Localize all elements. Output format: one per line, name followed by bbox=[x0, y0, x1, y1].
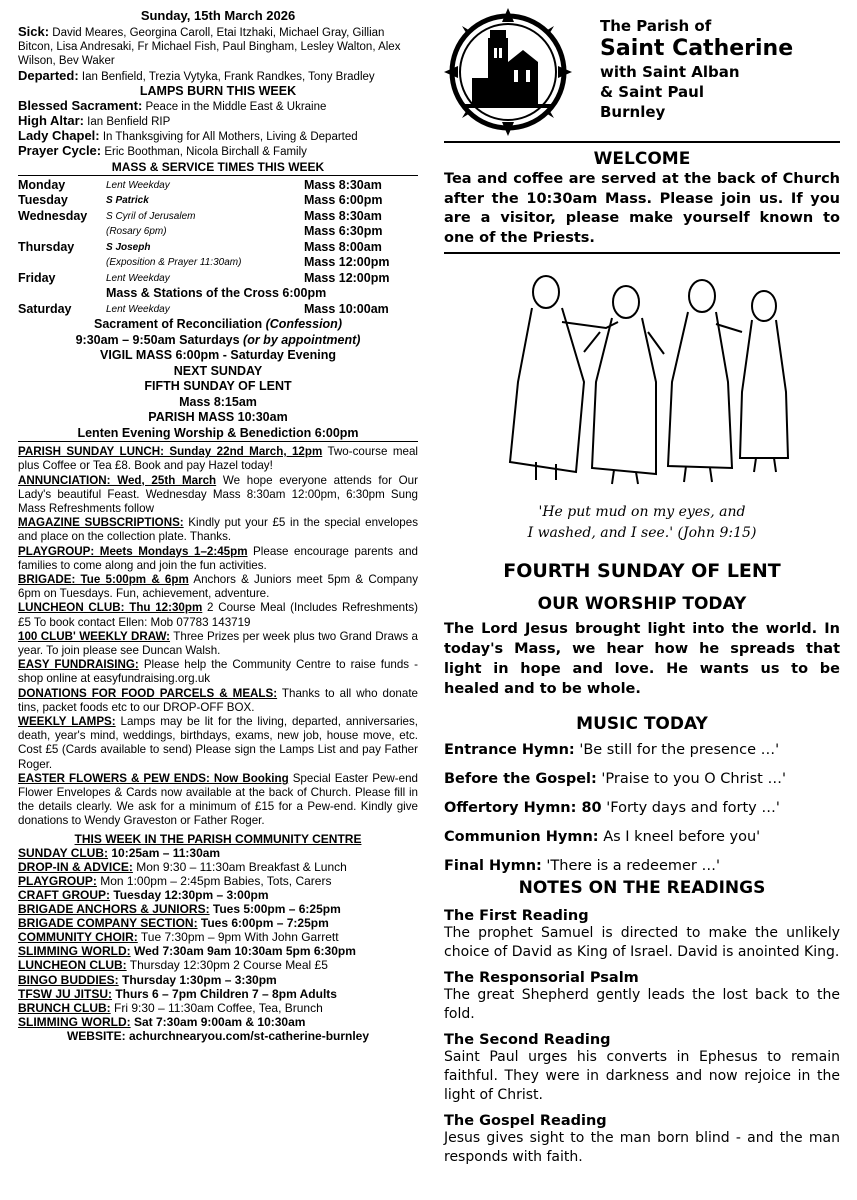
lamp-row: Prayer Cycle: Eric Boothman, Nicola Birchall & Family bbox=[18, 143, 307, 159]
jesus-healing-illustration bbox=[496, 262, 796, 490]
sunday-title: FOURTH SUNDAY OF LENT bbox=[503, 560, 781, 582]
departed-list: Departed: Ian Benfield, Trezia Vytyka, Frank Randkes, Tony Bradley bbox=[18, 67, 375, 83]
notice-item: PARISH SUNDAY LUNCH: Sunday 22nd March, 12pm Two-course meal plus Coffee or Tea £8. Book and pay Hazel today! bbox=[18, 445, 418, 473]
community-item: BRUNCH CLUB: Fri 9:30 – 11:30am Coffee, Tea, Brunch bbox=[18, 1000, 323, 1015]
mass-times-title: MASS & SERVICE TIMES THIS WEEK bbox=[18, 160, 418, 176]
notice-item: ANNUNCIATION: Wed, 25th March We hope everyone attends for Our Lady's beautiful Feast. Wednesday Mass 8:30am 12:00pm, 6:30pm Sung Mass Refreshments follow bbox=[18, 473, 418, 515]
schedule-row: Saturday Lent Weekday Mass 10:00am bbox=[18, 301, 389, 316]
schedule-row: Wednesday S Cyril of Jerusalem Mass 8:30am bbox=[18, 208, 382, 223]
community-centre bbox=[18, 832, 418, 1043]
notice-item: 100 CLUB' WEEKLY DRAW: Three Prizes per week plus two Grand Draws a year. To join please see Duncan Walsh. bbox=[18, 629, 419, 657]
music-section: MUSIC TODAY Entrance Hymn: 'Be still for the presence …' Before the Gospel: 'Praise to you O Christ …' Offertory Hymn: 80 'Forty days and forty …' Communion Hymn: As I kneel before you' Final Hymn: 'There is a redeemer …' bbox=[444, 712, 840, 887]
community-item: BRIGADE COMPANY SECTION: Tues 6:00pm – 7:25pm bbox=[18, 916, 329, 931]
reading-item: The First Reading The prophet Samuel is directed to make the unlikely choice of David as King of Israel. David is anointed King. bbox=[444, 908, 840, 960]
community-item: SLIMMING WORLD: Wed 7:30am 9am 10:30am 5pm 6:30pm bbox=[18, 944, 356, 959]
church-logo bbox=[444, 8, 572, 136]
bulletin-date: Sunday, 15th March 2026 bbox=[140, 8, 296, 23]
schedule-row: Friday Lent Weekday Mass 12:00pm bbox=[18, 270, 390, 285]
hymn-row: Before the Gospel: 'Praise to you O Christ …' bbox=[444, 771, 786, 787]
community-item: TFSW JU JITSU: Thurs 6 – 7pm Children 7 – 8pm Adults bbox=[18, 986, 337, 1001]
community-item: LUNCHEON CLUB: Thursday 12:30pm 2 Course Meal £5 bbox=[18, 958, 328, 973]
community-item: CRAFT GROUP: Tuesday 12:30pm – 3:00pm bbox=[18, 887, 269, 902]
community-item: COMMUNITY CHOIR: Tue 7:30pm – 9pm With John Garrett bbox=[18, 930, 339, 945]
hymn-row: Final Hymn: 'There is a redeemer …' bbox=[444, 858, 720, 874]
notice-item: EASY FUNDRAISING: Please help the Community Centre to raise funds - shop online at easyfundraising.org.uk bbox=[18, 658, 418, 686]
mass-schedule bbox=[18, 178, 418, 318]
church-logo-icon bbox=[444, 8, 572, 136]
notice-item: BRIGADE: Tue 5:00pm & 6pm Anchors & Juniors meet 5pm & Company 6pm on Tuesdays. Fun, achievement, adventure. bbox=[18, 572, 418, 601]
reading-item: The Second Reading Saint Paul urges his converts in Ephesus to remain faithful. They were in darkness and now rejoice in the light of Christ. bbox=[444, 1032, 840, 1103]
illustration-caption: 'He put mud on my eyes, and I washed, and I see.' (John 9:15) bbox=[527, 504, 757, 541]
community-item: BINGO BUDDIES: Thursday 1:30pm – 3:30pm bbox=[18, 972, 277, 987]
community-title: THIS WEEK IN THE PARISH COMMUNITY CENTRE bbox=[74, 831, 362, 846]
readings-section: NOTES ON THE READINGS The First Reading The prophet Samuel is directed to make the unlikely choice of David as King of Israel. David is anointed King. The Responsorial Psalm The great Shepherd gently leads the lost back to the fold. The Second Reading Saint Paul urges his converts in Ephesus to remain faithful. They were in darkness and now rejoice in the light of Christ. The Gospel Reading Jesus gives sight to the man born blind - and the man responds with faith. bbox=[444, 878, 840, 1165]
hymn-row: Offertory Hymn: 80 'Forty days and forty …' bbox=[444, 800, 780, 816]
schedule-row: (Rosary 6pm) Mass 6:30pm bbox=[106, 224, 383, 239]
schedule-row: Thursday S Joseph Mass 8:00am bbox=[18, 239, 382, 254]
hymn-row: Entrance Hymn: 'Be still for the presence …' bbox=[444, 742, 780, 758]
lamps-title: LAMPS BURN THIS WEEK bbox=[139, 83, 297, 98]
website-link[interactable]: WEBSITE: achurchnearyou.com/st-catherine-burnley bbox=[66, 1028, 370, 1043]
schedule-row: Monday Lent Weekday Mass 8:30am bbox=[18, 177, 382, 192]
notice-item: PLAYGROUP: Meets Mondays 1–2:45pm Please encourage parents and families to come along and join the fun activities. bbox=[18, 544, 418, 572]
sick-list: Sick: David Meares, Georgina Caroll, Etai Itzhaki, Michael Gray, Gillian Bitcon, Lisa Andresaki, Fr Michael Fish, Paul Bingham, Lesley Walton, Alex Wilson, Bev Waker bbox=[18, 24, 401, 68]
welcome-rule-top bbox=[444, 141, 840, 143]
reading-item: The Gospel Reading Jesus gives sight to the man born blind - and the man responds with faith. bbox=[444, 1113, 840, 1165]
notice-item: EASTER FLOWERS & PEW ENDS: Now Booking Special Easter Pew-end Flower Envelopes & Cards now available at the back of Church. Please fill in the details clearly. We ask for a minimum of £15 for a Pew-end. Kindly give donations to Wendy Graveston or Father Roger. bbox=[18, 771, 418, 828]
hymn-row: Communion Hymn: As I kneel before you' bbox=[444, 829, 761, 845]
lamp-row: High Altar: Ian Benfield RIP bbox=[18, 113, 171, 129]
community-item: SUNDAY CLUB: 10:25am – 11:30am bbox=[18, 845, 221, 860]
lamp-row: Blessed Sacrament: Peace in the Middle East & Ukraine bbox=[18, 97, 327, 113]
left-column bbox=[18, 8, 418, 1043]
schedule-row: (Exposition & Prayer 11:30am) Mass 12:00pm bbox=[106, 255, 390, 270]
welcome-rule-bottom bbox=[444, 252, 840, 254]
notice-item: MAGAZINE SUBSCRIPTIONS: Kindly put your £5 in the special envelopes and place on the collection plate. Thanks. bbox=[18, 516, 419, 544]
schedule-row: Tuesday S Patrick Mass 6:00pm bbox=[18, 193, 383, 208]
community-item: BRIGADE ANCHORS & JUNIORS: Tues 5:00pm – 6:25pm bbox=[18, 902, 341, 917]
worship-section: OUR WORSHIP TODAY The Lord Jesus brought light into the world. In today's Mass, we hear how he spreads that light in hope and love. He wants us to be healed and to be whole. bbox=[444, 594, 840, 697]
notice-item: DONATIONS FOR FOOD PARCELS & MEALS: Thanks to all who donate tins, packet foods etc to our DROP-OFF BOX. bbox=[18, 686, 418, 714]
community-item: SLIMMING WORLD: Sat 7:30am 9:00am & 10:30am bbox=[18, 1014, 306, 1029]
community-item: PLAYGROUP: Mon 1:00pm – 2:45pm Babies, Tots, Carers bbox=[18, 873, 332, 888]
notices bbox=[18, 445, 418, 828]
notice-item: LUNCHEON CLUB: Thu 12:30pm 2 Course Meal (Includes Refreshments) £5 To book contact Ellen: Mob 07783 143719 bbox=[18, 601, 418, 629]
schedule-row: Mass & Stations of the Cross 6:00pm bbox=[106, 286, 327, 301]
community-item: DROP-IN & ADVICE: Mon 9:30 – 11:30am Breakfast & Lunch bbox=[18, 859, 347, 874]
notice-item: WEEKLY LAMPS: Lamps may be lit for the living, departed, anniversaries, death, year's mind, weddings, birthdays, exams, new job, house move, etc. Cost £5 (Cards available to send) Please sign the Lamps List and pay Father Roger. bbox=[18, 714, 419, 771]
lamp-row: Lady Chapel: In Thanksgiving for All Mothers, Living & Departed bbox=[18, 128, 358, 144]
welcome-section: WELCOME Tea and coffee are served at the back of Church after the 10:30am Mass. Please join us. If you are a visitor, please make yourself known to one of the Priests. bbox=[444, 149, 840, 246]
reading-item: The Responsorial Psalm The great Shepherd gently leads the lost back to the fold. bbox=[444, 970, 840, 1022]
reconciliation-block: Sacrament of Reconciliation (Confession) 9:30am – 9:50am Saturdays (or by appointment) VIGIL MASS 6:00pm - Saturday Evening NEXT SUNDAY FIFTH SUNDAY OF LENT Mass 8:15am PARISH MASS 10:30am Lenten Evening Worship & Benediction 6:00pm bbox=[18, 317, 418, 442]
parish-title: The Parish of Saint Catherine with Saint Alban & Saint Paul Burnley bbox=[600, 17, 794, 121]
figures-illustration-icon bbox=[496, 262, 796, 490]
